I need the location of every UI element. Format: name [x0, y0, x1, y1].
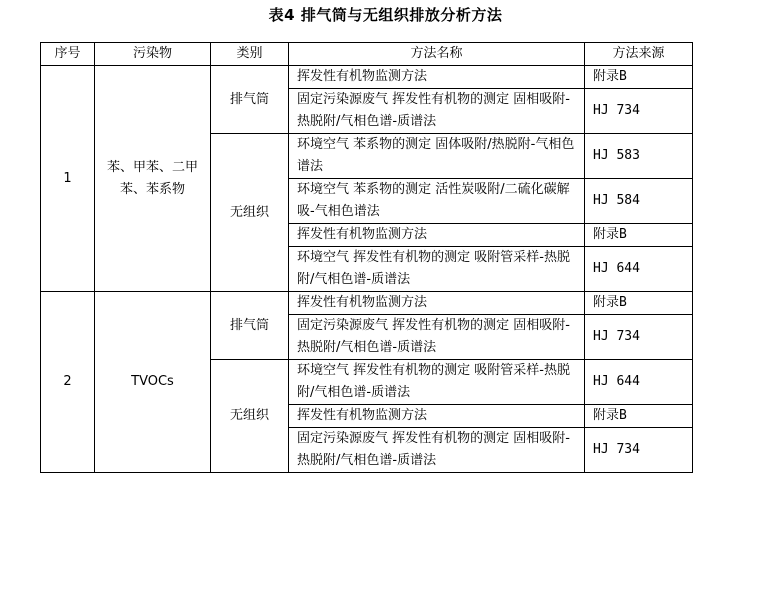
method-source-cell: HJ 734 [585, 428, 693, 473]
header-no: 序号 [41, 43, 95, 66]
category-cell: 无组织 [211, 360, 289, 473]
method-name-cell: 环境空气 挥发性有机物的测定 吸附管采样-热脱附/气相色谱-质谱法 [289, 247, 585, 292]
pollutant-cell: 苯、甲苯、二甲苯、苯系物 [95, 66, 211, 292]
analysis-methods-table [40, 42, 693, 473]
method-source-cell: HJ 734 [585, 89, 693, 134]
method-name-cell: 环境空气 苯系物的测定 活性炭吸附/二硫化碳解吸-气相色谱法 [289, 179, 585, 224]
method-name-cell: 固定污染源废气 挥发性有机物的测定 固相吸附-热脱附/气相色谱-质谱法 [289, 428, 585, 473]
method-name-cell: 固定污染源废气 挥发性有机物的测定 固相吸附-热脱附/气相色谱-质谱法 [289, 89, 585, 134]
table-row [41, 292, 693, 315]
table-title: 表4 排气筒与无组织排放分析方法 [268, 6, 503, 24]
method-source-cell: HJ 734 [585, 315, 693, 360]
method-source-cell: 附录B [585, 66, 693, 89]
method-source-cell: HJ 583 [585, 134, 693, 179]
method-name-cell: 固定污染源废气 挥发性有机物的测定 固相吸附-热脱附/气相色谱-质谱法 [289, 315, 585, 360]
row-number: 1 [41, 66, 95, 292]
method-source-cell: HJ 644 [585, 247, 693, 292]
header-method-name: 方法名称 [289, 43, 585, 66]
header-category: 类别 [211, 43, 289, 66]
method-source-cell: 附录B [585, 224, 693, 247]
header-method-source: 方法来源 [585, 43, 693, 66]
method-name-cell: 挥发性有机物监测方法 [289, 224, 585, 247]
header-pollutant: 污染物 [95, 43, 211, 66]
method-name-cell: 挥发性有机物监测方法 [289, 292, 585, 315]
header-row [41, 43, 693, 66]
method-name-cell: 环境空气 挥发性有机物的测定 吸附管采样-热脱附/气相色谱-质谱法 [289, 360, 585, 405]
method-source-cell: 附录B [585, 292, 693, 315]
category-cell: 排气筒 [211, 66, 289, 134]
method-name-cell: 挥发性有机物监测方法 [289, 66, 585, 89]
method-name-cell: 挥发性有机物监测方法 [289, 405, 585, 428]
table-row [41, 66, 693, 89]
pollutant-cell: TVOCs [95, 292, 211, 473]
category-cell: 排气筒 [211, 292, 289, 360]
method-source-cell: HJ 584 [585, 179, 693, 224]
method-source-cell: 附录B [585, 405, 693, 428]
method-source-cell: HJ 644 [585, 360, 693, 405]
category-cell: 无组织 [211, 134, 289, 292]
method-name-cell: 环境空气 苯系物的测定 固体吸附/热脱附-气相色谱法 [289, 134, 585, 179]
row-number: 2 [41, 292, 95, 473]
